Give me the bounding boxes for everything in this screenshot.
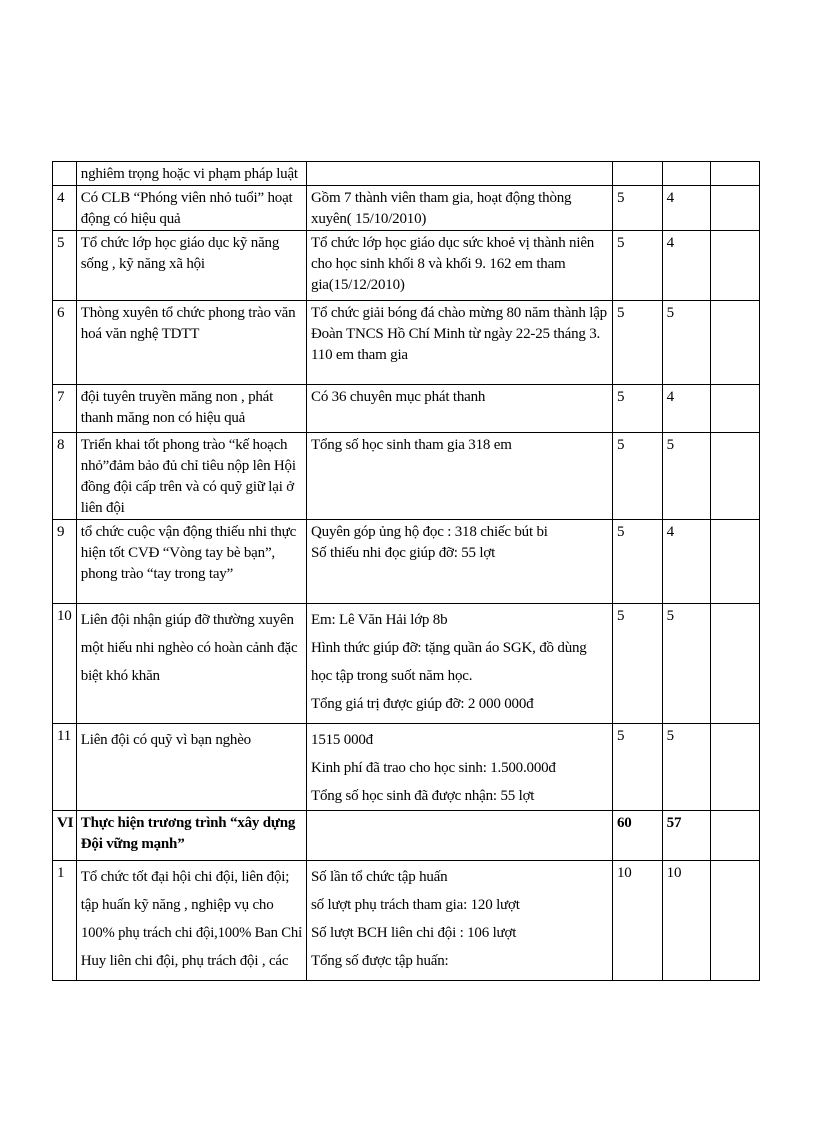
criteria-cell-line: 100% phụ trách chi đội,100% Ban Chỉ (80, 925, 302, 941)
row-number: 6 (53, 301, 77, 385)
criteria-cell-line: Thòng xuyên tổ chức phong trào văn (80, 305, 296, 321)
result-cell-line: Tổng số học sinh đã được nhận: 55 lợt (311, 788, 535, 804)
criteria-cell-line: đồng đội cấp trên và có quỹ giữ lại ở (80, 479, 294, 495)
criteria-cell-line: Có CLB “Phóng viên nhỏ tuổi” hoạt (80, 190, 293, 206)
score-cell (612, 162, 662, 186)
evaluation-table (52, 161, 760, 981)
row-number: 1 (53, 861, 77, 981)
table-row (53, 604, 760, 724)
criteria-cell (76, 724, 306, 811)
result-cell-line: 1515 000đ (311, 732, 373, 748)
note-cell (711, 385, 760, 433)
score-cell: 5 (612, 433, 662, 520)
table-row (53, 811, 760, 861)
row-number: 5 (53, 231, 77, 301)
criteria-cell (76, 861, 306, 981)
result-cell (307, 724, 613, 811)
result-cell (307, 186, 613, 231)
table-row (53, 301, 760, 385)
score-cell: 5 (612, 301, 662, 385)
criteria-cell-line: động có hiệu quả (80, 211, 181, 227)
criteria-cell-line: tổ chức cuộc vận động thiếu nhi thực (80, 524, 297, 540)
result-cell (307, 385, 613, 433)
result-cell-line: Quyên góp ủng hộ đọc : 318 chiếc bút bi (311, 524, 548, 540)
note-cell (711, 811, 760, 861)
criteria-cell-line: liên đội (80, 500, 125, 516)
result-cell-line: Tổ chức giải bóng đá chào mừng 80 năm thành lập (311, 305, 607, 321)
result-cell-line: xuyên( 15/10/2010) (311, 211, 427, 227)
row-number: 9 (53, 520, 77, 604)
criteria-cell-line: một hiếu nhi nghèo có hoàn cảnh đặc (80, 640, 298, 656)
self-score-cell: 10 (662, 861, 711, 981)
result-cell (307, 433, 613, 520)
criteria-cell-line: nhỏ”đảm bảo đủ chỉ tiêu nộp lên Hội (80, 458, 296, 474)
result-cell (307, 604, 613, 724)
row-number: 4 (53, 186, 77, 231)
criteria-cell-line: Tổ chức lớp học giáo dục kỹ năng (80, 235, 280, 251)
result-cell (307, 861, 613, 981)
result-cell-line: Em: Lê Văn Hải lớp 8b (311, 612, 448, 628)
result-cell-line: 110 em tham gia (311, 347, 408, 363)
row-number: 8 (53, 433, 77, 520)
criteria-cell-line: nghiêm trọng hoặc vi phạm pháp luật (80, 166, 298, 182)
row-number: VI (53, 811, 77, 861)
table-row (53, 520, 760, 604)
note-cell (711, 301, 760, 385)
result-cell-line: Đoàn TNCS Hồ Chí Minh từ ngày 22-25 tháng 3. (311, 326, 601, 342)
table-row (53, 433, 760, 520)
note-cell (711, 724, 760, 811)
result-cell-line: Tổng số học sinh tham gia 318 em (311, 437, 512, 453)
self-score-cell: 57 (662, 811, 711, 861)
score-cell: 5 (612, 186, 662, 231)
criteria-cell (76, 811, 306, 861)
note-cell (711, 604, 760, 724)
score-cell: 5 (612, 604, 662, 724)
self-score-cell: 4 (662, 186, 711, 231)
result-cell-line: Số lượt BCH liên chi đội : 106 lượt (311, 925, 517, 941)
criteria-cell-line: Tổ chức tốt đại hội chi đội, liên đội; (80, 869, 290, 885)
criteria-cell-line: Triển khai tốt phong trào “kế hoạch (80, 437, 288, 453)
self-score-cell: 4 (662, 385, 711, 433)
self-score-cell: 4 (662, 520, 711, 604)
criteria-cell-line: sống , kỹ năng xã hội (80, 256, 205, 272)
note-cell (711, 231, 760, 301)
result-cell (307, 162, 613, 186)
table-row (53, 861, 760, 981)
note-cell (711, 186, 760, 231)
result-cell-line: Có 36 chuyên mục phát thanh (311, 389, 486, 405)
criteria-cell-line: hoá văn nghệ TDTT (80, 326, 200, 342)
table-row (53, 162, 760, 186)
note-cell (711, 433, 760, 520)
score-cell: 10 (612, 861, 662, 981)
result-cell-line: số lượt phụ trách tham gia: 120 lượt (311, 897, 520, 913)
table-row (53, 231, 760, 301)
criteria-cell-line: biệt khó khăn (80, 668, 160, 684)
row-number: 7 (53, 385, 77, 433)
self-score-cell: 5 (662, 433, 711, 520)
score-cell: 5 (612, 231, 662, 301)
table-body (53, 162, 760, 981)
table-row (53, 724, 760, 811)
self-score-cell: 4 (662, 231, 711, 301)
criteria-cell-line: hiện tốt CVĐ “Vòng tay bè bạn”, (80, 545, 275, 561)
result-cell-line: học tập trong suốt năm học. (311, 668, 473, 684)
criteria-cell-line: đội tuyên truyền măng non , phát (80, 389, 274, 405)
row-number: 10 (53, 604, 77, 724)
result-cell-line: Tổ chức lớp học giáo dục sức khoẻ vị thành niên (311, 235, 595, 251)
criteria-cell-line: Liên đội nhận giúp đỡ thường xuyên (80, 612, 294, 628)
criteria-cell-line: Thực hiện trương trình “xây dựng (80, 815, 296, 831)
result-cell (307, 231, 613, 301)
criteria-cell (76, 604, 306, 724)
row-number (53, 162, 77, 186)
criteria-cell-line: Huy liên chi đội, phụ trách đội , các (80, 953, 289, 969)
score-cell: 60 (612, 811, 662, 861)
result-cell-line: gia(15/12/2010) (311, 277, 405, 293)
score-cell: 5 (612, 724, 662, 811)
table-row (53, 385, 760, 433)
criteria-cell (76, 520, 306, 604)
self-score-cell: 5 (662, 604, 711, 724)
criteria-cell-line: Liên đội có quỹ vì bạn nghèo (80, 732, 251, 748)
criteria-cell-line: thanh măng non có hiệu quả (80, 410, 246, 426)
note-cell (711, 861, 760, 981)
result-cell (307, 520, 613, 604)
note-cell (711, 520, 760, 604)
score-cell: 5 (612, 520, 662, 604)
result-cell (307, 301, 613, 385)
result-cell (307, 811, 613, 861)
result-cell-line: Tổng số được tập huấn: (311, 953, 449, 969)
result-cell-line: Số lần tổ chức tập huấn (311, 869, 448, 885)
criteria-cell (76, 433, 306, 520)
result-cell-line: Hình thức giúp đỡ: tặng quần áo SGK, đồ dùng (311, 640, 587, 656)
result-cell-line: Số thiếu nhi đọc giúp đỡ: 55 lợt (311, 545, 496, 561)
self-score-cell: 5 (662, 724, 711, 811)
self-score-cell (662, 162, 711, 186)
row-number: 11 (53, 724, 77, 811)
result-cell-line: Gồm 7 thành viên tham gia, hoạt động thòng (311, 190, 572, 206)
result-cell-line: Kinh phí đã trao cho học sinh: 1.500.000đ (311, 760, 556, 776)
criteria-cell (76, 186, 306, 231)
criteria-cell (76, 231, 306, 301)
criteria-cell (76, 385, 306, 433)
table-row (53, 186, 760, 231)
criteria-cell-line: phong trào “tay trong tay” (80, 566, 234, 582)
self-score-cell: 5 (662, 301, 711, 385)
result-cell-line: Tổng giá trị được giúp đỡ: 2 000 000đ (311, 696, 534, 712)
result-cell-line: cho học sinh khối 8 và khối 9. 162 em tham (311, 256, 566, 272)
criteria-cell-line: tập huấn kỹ năng , nghiệp vụ cho (80, 897, 274, 913)
criteria-cell-line: Đội vững mạnh” (80, 836, 185, 852)
criteria-cell (76, 301, 306, 385)
criteria-cell (76, 162, 306, 186)
score-cell: 5 (612, 385, 662, 433)
note-cell (711, 162, 760, 186)
